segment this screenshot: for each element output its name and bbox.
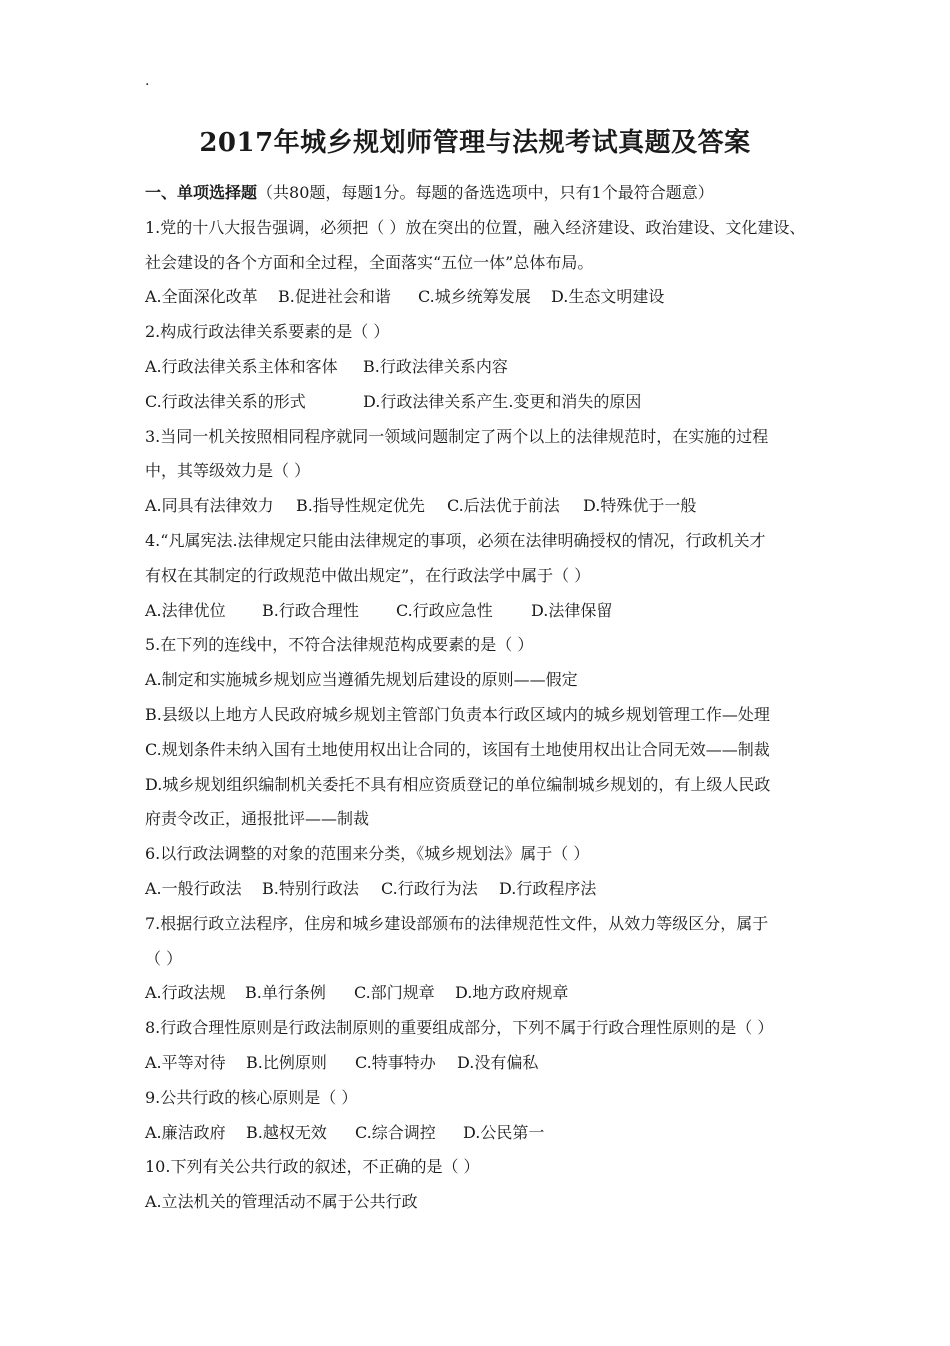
option-d: D.行政法律关系产生.变更和消失的原因 <box>363 391 642 411</box>
document-title: 2017年城乡规划师管理与法规考试真题及答案 <box>199 128 751 158</box>
option-a: A.全面深化改革 <box>145 287 258 307</box>
option-c: C.城乡统筹发展 <box>418 287 531 307</box>
question-3-stem-line-2: 中，其等级效力是（ ） <box>145 461 311 481</box>
option-c: C.行政应急性 <box>396 600 493 620</box>
header-mark: . <box>145 73 150 89</box>
question-2-options-row-1 <box>145 350 815 385</box>
option-d: D.没有偏私 <box>457 1052 539 1072</box>
option-a: A.法律优位 <box>145 600 226 620</box>
option-a: A.行政法规 <box>145 983 226 1003</box>
option-d: D.行政程序法 <box>499 878 597 898</box>
option-d: D.生态文明建设 <box>551 287 665 307</box>
section-heading-label: 一、单项选择题 <box>145 183 258 202</box>
option-d: D.公民第一 <box>463 1122 545 1142</box>
question-3-stem-line-1: 3.当同一机关按照相同程序就同一领域问题制定了两个以上的法律规范时，在实施的过程 <box>145 426 769 446</box>
option-d: D.特殊优于一般 <box>583 496 697 516</box>
question-7-stem-line-1: 7.根据行政立法程序，住房和城乡建设部颁布的法律规范性文件，从效力等级区分，属于 <box>145 913 769 933</box>
question-5-option-b: B.县级以上地方人民政府城乡规划主管部门负责本行政区域内的城乡规划管理工作—处理 <box>145 704 770 724</box>
option-a: A.行政法律关系主体和客体 <box>145 356 338 376</box>
question-5-option-a: A.制定和实施城乡规划应当遵循先规划后建设的原则——假定 <box>145 670 578 690</box>
question-8-stem: 8.行政合理性原则是行政法制原则的重要组成部分，下列不属于行政合理性原则的是（ ） <box>145 1018 774 1038</box>
option-c: C.后法优于前法 <box>447 496 560 516</box>
option-b: B.行政法律关系内容 <box>363 356 508 376</box>
option-b: B.特别行政法 <box>262 878 359 898</box>
question-7-options <box>145 976 815 1011</box>
question-1-options <box>145 280 815 315</box>
option-c: C.综合调控 <box>355 1122 436 1142</box>
question-5-stem: 5.在下列的连线中，不符合法律规范构成要素的是（ ） <box>145 635 534 655</box>
question-5-option-c: C.规划条件未纳入国有土地使用权出让合同的，该国有土地使用权出让合同无效——制裁 <box>145 739 770 759</box>
question-1-stem-line-1: 1.党的十八大报告强调，必须把（ ）放在突出的位置，融入经济建设、政治建设、文化建设、 <box>145 217 806 237</box>
option-c: C.行政法律关系的形式 <box>145 391 306 411</box>
option-b: B.促进社会和谐 <box>278 287 391 307</box>
question-9-stem: 9.公共行政的核心原则是（ ） <box>145 1087 358 1107</box>
option-c: C.部门规章 <box>354 983 435 1003</box>
question-10-option-a: A.立法机关的管理活动不属于公共行政 <box>145 1192 418 1212</box>
question-7-stem-line-2: （ ） <box>145 948 183 968</box>
option-b: B.比例原则 <box>246 1052 327 1072</box>
option-b: B.越权无效 <box>246 1122 327 1142</box>
question-1-stem-line-2: 社会建设的各个方面和全过程，全面落实“五位一体”总体布局。 <box>145 252 594 272</box>
option-a: A.一般行政法 <box>145 878 242 898</box>
question-10-stem: 10.下列有关公共行政的叙述，不正确的是（ ） <box>145 1157 480 1177</box>
option-a: A.同具有法律效力 <box>145 496 274 516</box>
option-b: B.单行条例 <box>245 983 326 1003</box>
option-b: B.行政合理性 <box>262 600 359 620</box>
question-5-option-d-line-2: 府责令改正，通报批评——制裁 <box>145 809 370 829</box>
option-b: B.指导性规定优先 <box>296 496 425 516</box>
question-4-stem-line-2: 有权在其制定的行政规范中做出规定”，在行政法学中属于（ ） <box>145 565 591 585</box>
question-2-stem: 2.构成行政法律关系要素的是（ ） <box>145 322 390 342</box>
option-a: A.平等对待 <box>145 1052 226 1072</box>
option-d: D.地方政府规章 <box>455 983 569 1003</box>
question-6-options <box>145 872 815 907</box>
question-4-stem-line-1: 4.“凡属宪法.法律规定只能由法律规定的事项，必须在法律明确授权的情况，行政机关才 <box>145 530 766 550</box>
question-6-stem: 6.以行政法调整的对象的范围来分类，《城乡规划法》属于（ ） <box>145 844 590 864</box>
question-8-options <box>145 1046 815 1081</box>
option-c: C.行政行为法 <box>381 878 478 898</box>
question-9-options <box>145 1116 815 1151</box>
option-c: C.特事特办 <box>355 1052 436 1072</box>
option-d: D.法律保留 <box>531 600 613 620</box>
section-heading <box>145 176 815 211</box>
question-4-options <box>145 594 815 629</box>
question-3-options <box>145 489 815 524</box>
option-a: A.廉洁政府 <box>145 1122 226 1142</box>
question-5-option-d-line-1: D.城乡规划组织编制机关委托不具有相应资质登记的单位编制城乡规划的，有上级人民政 <box>145 774 771 794</box>
question-2-options-row-2 <box>145 385 815 420</box>
document-body <box>145 176 815 1220</box>
section-note: （共80题，每题1分。每题的备选选项中，只有1个最符合题意） <box>257 183 714 202</box>
